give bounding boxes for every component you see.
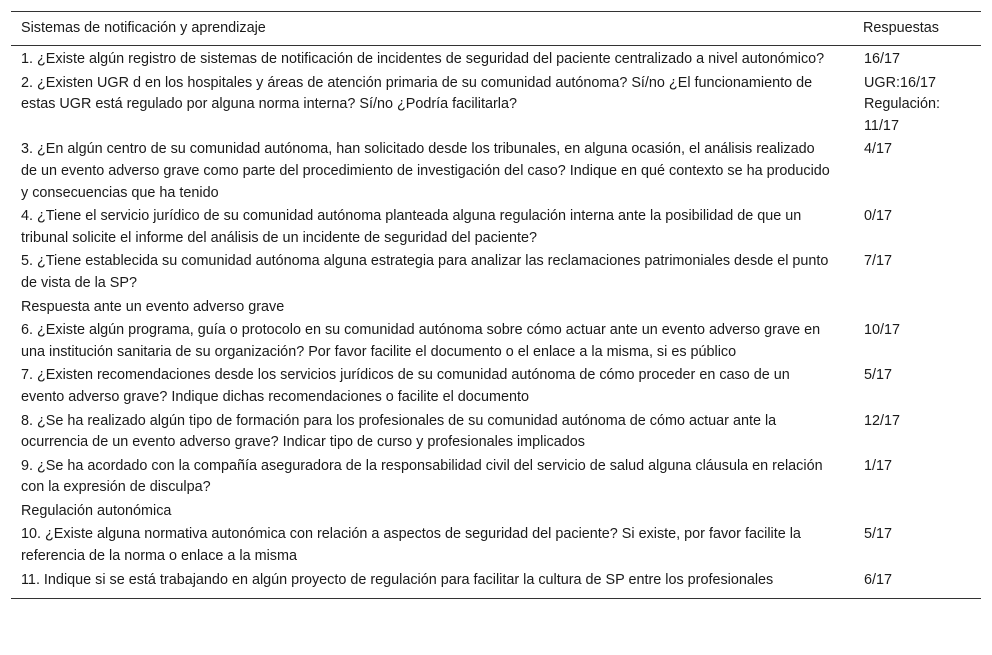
table-row bbox=[11, 204, 981, 249]
table-header-row bbox=[11, 12, 981, 46]
section-row bbox=[11, 295, 981, 319]
answer-cell: UGR:16/17 Regulación: 11/17 bbox=[864, 74, 941, 134]
question-cell: 8. ¿Se ha realizado algún tipo de formación para los profesionales de su comunidad autónoma de cómo actuar ante la ocurrencia de un evento adverso grave? Indicar tipo de curso y profesionales implicados bbox=[21, 412, 777, 451]
section-heading-cell: Regulación autonómica bbox=[21, 502, 172, 519]
table-row bbox=[11, 318, 981, 363]
table-row bbox=[11, 137, 981, 204]
table-row bbox=[11, 409, 981, 454]
table-row bbox=[11, 568, 981, 599]
table-row bbox=[11, 46, 981, 71]
answer-cell: 1/17 bbox=[864, 457, 893, 474]
question-cell: 5. ¿Tiene establecida su comunidad autónoma alguna estrategia para analizar las reclamaciones patrimoniales desde el punto de vista de la SP? bbox=[21, 253, 829, 291]
question-cell: 1. ¿Existe algún registro de sistemas de notificación de incidentes de seguridad del paciente centralizado a nivel autonómico? bbox=[21, 51, 825, 67]
answer-cell: 7/17 bbox=[864, 253, 893, 270]
answer-cell: 4/17 bbox=[864, 141, 893, 158]
question-cell: 9. ¿Se ha acordado con la compañía aseguradora de la responsabilidad civil del servicio de salud alguna cláusula en relación con la expresión de disculpa? bbox=[21, 457, 823, 496]
answer-cell bbox=[853, 295, 981, 319]
table-row bbox=[11, 71, 981, 138]
question-cell: 7. ¿Existen recomendaciones desde los servicios jurídicos de su comunidad autónoma de cómo proceder en caso de un evento adverso grave? Indique dichas recomendaciones o facilite el documento bbox=[21, 367, 790, 405]
answer-cell: 5/17 bbox=[864, 367, 893, 384]
survey-table-container bbox=[11, 11, 981, 599]
answer-cell: 0/17 bbox=[864, 208, 893, 225]
question-cell: 10. ¿Existe alguna normativa autonómica con relación a aspectos de seguridad del paciente? Si existe, por favor facilite la referencia de la norma o enlace a la misma bbox=[21, 526, 801, 565]
answer-cell: 12/17 bbox=[864, 412, 901, 429]
table-row bbox=[11, 249, 981, 294]
header-question-column: Sistemas de notificación y aprendizaje bbox=[11, 12, 853, 46]
question-cell: 4. ¿Tiene el servicio jurídico de su comunidad autónoma planteada alguna regulación interna ante la posibilidad de que un tribunal solicite el informe del análisis de un incidente de seguridad del paciente? bbox=[21, 208, 802, 246]
table-row bbox=[11, 454, 981, 499]
answer-cell: 5/17 bbox=[864, 526, 893, 543]
answer-cell: 16/17 bbox=[864, 51, 901, 67]
answer-cell bbox=[853, 499, 981, 523]
answer-cell: 6/17 bbox=[853, 568, 981, 599]
question-cell: 6. ¿Existe algún programa, guía o protocolo en su comunidad autónoma sobre cómo actuar ante un evento adverso grave en una institución sanitaria de su organización? Por favor facilite el documento o el enlace a la misma, si es público bbox=[21, 322, 821, 360]
section-row bbox=[11, 499, 981, 523]
section-heading-cell: Respuesta ante un evento adverso grave bbox=[21, 298, 285, 315]
table-row bbox=[11, 522, 981, 567]
question-cell: 11. Indique si se está trabajando en algún proyecto de regulación para facilitar la cultura de SP entre los profesionales bbox=[11, 568, 853, 599]
answer-cell: 10/17 bbox=[864, 322, 901, 339]
table-row bbox=[11, 363, 981, 408]
question-cell: 3. ¿En algún centro de su comunidad autónoma, han solicitado desde los tribunales, en alguna ocasión, el análisis realizado de un evento adverso grave como parte del procedimiento de investigación del caso? Indique en qué contexto se ha producido y consecuencias que ha tenido bbox=[21, 141, 830, 201]
survey-table bbox=[11, 11, 981, 599]
header-answer-column: Respuestas bbox=[853, 12, 981, 46]
question-cell: 2. ¿Existen UGR d en los hospitales y áreas de atención primaria de su comunidad autónoma? Sí/no ¿El funcionamiento de estas UGR está regulado por alguna norma interna? Sí/no ¿Podría facilitarla? bbox=[21, 74, 813, 113]
